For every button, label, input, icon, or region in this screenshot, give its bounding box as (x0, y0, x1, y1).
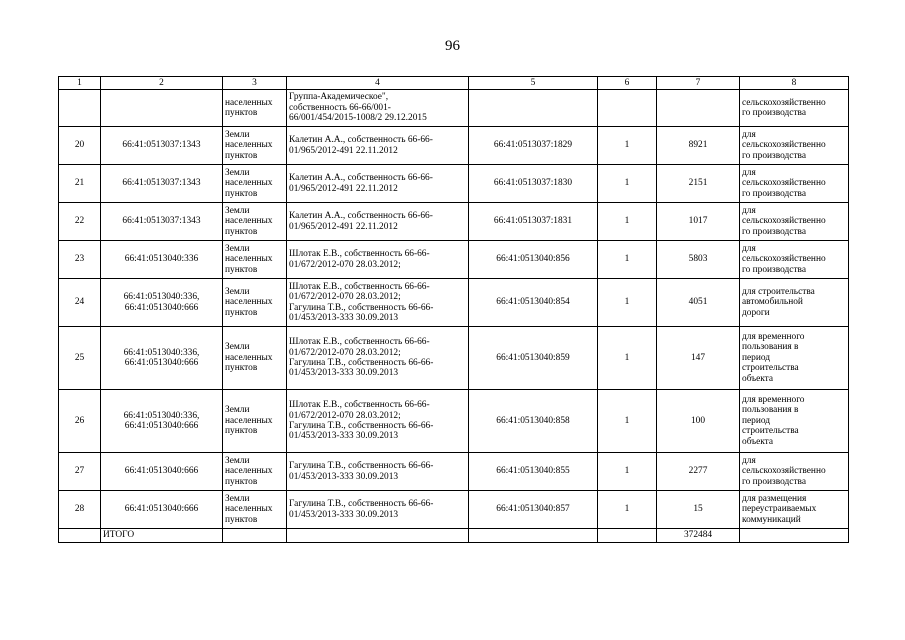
land-category: Земли населенных пунктов (223, 279, 287, 327)
cadastral-number: 66:41:0513037:1343 (101, 127, 223, 165)
purpose: для размещения переустраиваемых коммуникаций (740, 491, 849, 529)
object-cadastral-number: 66:41:0513040:858 (469, 390, 598, 453)
land-category: Земли населенных пунктов (223, 127, 287, 165)
area-value: 1017 (657, 203, 740, 241)
object-cadastral-number: 66:41:0513040:854 (469, 279, 598, 327)
total-empty-cell (598, 529, 657, 543)
cadastral-number: 66:41:0513040:336, 66:41:0513040:666 (101, 327, 223, 390)
col-header-4: 4 (287, 77, 469, 90)
object-cadastral-number (469, 90, 598, 127)
row-number: 23 (59, 241, 101, 279)
land-category: Земли населенных пунктов (223, 203, 287, 241)
table-row (59, 279, 849, 327)
area-value: 4051 (657, 279, 740, 327)
table-row (59, 453, 849, 491)
land-category: Земли населенных пунктов (223, 241, 287, 279)
table-row (59, 390, 849, 453)
object-count: 1 (598, 165, 657, 203)
row-number (59, 90, 101, 127)
area-value: 2277 (657, 453, 740, 491)
row-number: 28 (59, 491, 101, 529)
cadastral-number: 66:41:0513040:666 (101, 491, 223, 529)
row-number: 20 (59, 127, 101, 165)
cadastral-number: 66:41:0513037:1343 (101, 165, 223, 203)
object-count: 1 (598, 279, 657, 327)
land-category: населенных пунктов (223, 90, 287, 127)
rights-holder: Шлотак Е.В., собственность 66-66- 01/672/2012-070 28.03.2012; Гагулина Т.В., собственность 66-66- 01/453/2013-333 30.09.2013 (287, 279, 469, 327)
table-row (59, 241, 849, 279)
total-empty-cell (469, 529, 598, 543)
object-count: 1 (598, 453, 657, 491)
rights-holder: Калетин А.А., собственность 66-66- 01/965/2012-491 22.11.2012 (287, 165, 469, 203)
area-value: 5803 (657, 241, 740, 279)
purpose: для сельскохозяйственно го производства (740, 127, 849, 165)
land-category: Земли населенных пунктов (223, 453, 287, 491)
object-count: 1 (598, 241, 657, 279)
object-count: 1 (598, 491, 657, 529)
total-label: ИТОГО (101, 529, 223, 543)
col-header-6: 6 (598, 77, 657, 90)
object-cadastral-number: 66:41:0513037:1830 (469, 165, 598, 203)
object-count (598, 90, 657, 127)
row-number: 25 (59, 327, 101, 390)
col-header-7: 7 (657, 77, 740, 90)
rights-holder: Шлотак Е.В., собственность 66-66- 01/672/2012-070 28.03.2012; (287, 241, 469, 279)
area-value: 2151 (657, 165, 740, 203)
table-row (59, 127, 849, 165)
purpose: для сельскохозяйственно го производства (740, 165, 849, 203)
total-empty-cell (59, 529, 101, 543)
purpose: для сельскохозяйственно го производства (740, 241, 849, 279)
purpose: для сельскохозяйственно го производства (740, 203, 849, 241)
purpose: для сельскохозяйственно го производства (740, 453, 849, 491)
land-category: Земли населенных пунктов (223, 165, 287, 203)
col-header-8: 8 (740, 77, 849, 90)
purpose: для строительства автомобильной дороги (740, 279, 849, 327)
object-count: 1 (598, 127, 657, 165)
col-header-3: 3 (223, 77, 287, 90)
total-area: 372484 (657, 529, 740, 543)
land-category: Земли населенных пунктов (223, 327, 287, 390)
cadastral-number: 66:41:0513040:336 (101, 241, 223, 279)
cadastral-number: 66:41:0513040:336, 66:41:0513040:666 (101, 390, 223, 453)
col-header-2: 2 (101, 77, 223, 90)
rights-holder: Группа-Академическое", собственность 66-66/001- 66/001/454/2015-1008/2 29.12.2015 (287, 90, 469, 127)
object-cadastral-number: 66:41:0513037:1831 (469, 203, 598, 241)
rights-holder: Калетин А.А., собственность 66-66- 01/965/2012-491 22.11.2012 (287, 203, 469, 241)
land-category: Земли населенных пунктов (223, 491, 287, 529)
purpose: для временного пользования в период строительства объекта (740, 327, 849, 390)
rights-holder: Гагулина Т.В., собственность 66-66- 01/453/2013-333 30.09.2013 (287, 491, 469, 529)
rights-holder: Шлотак Е.В., собственность 66-66- 01/672/2012-070 28.03.2012; Гагулина Т.В., собственность 66-66- 01/453/2013-333 30.09.2013 (287, 390, 469, 453)
object-cadastral-number: 66:41:0513040:856 (469, 241, 598, 279)
cadastral-number: 66:41:0513037:1343 (101, 203, 223, 241)
total-row (59, 529, 849, 543)
cadastral-number: 66:41:0513040:666 (101, 453, 223, 491)
land-plots-table (58, 76, 849, 543)
total-empty-cell (740, 529, 849, 543)
page-number: 96 (445, 38, 460, 54)
object-cadastral-number: 66:41:0513037:1829 (469, 127, 598, 165)
table-row (59, 90, 849, 127)
area-value: 15 (657, 491, 740, 529)
row-number: 27 (59, 453, 101, 491)
row-number: 26 (59, 390, 101, 453)
area-value: 8921 (657, 127, 740, 165)
object-cadastral-number: 66:41:0513040:855 (469, 453, 598, 491)
area-value: 100 (657, 390, 740, 453)
object-count: 1 (598, 390, 657, 453)
area-value (657, 90, 740, 127)
object-cadastral-number: 66:41:0513040:857 (469, 491, 598, 529)
land-category: Земли населенных пунктов (223, 390, 287, 453)
cadastral-number: 66:41:0513040:336, 66:41:0513040:666 (101, 279, 223, 327)
header-row (59, 77, 849, 90)
col-header-5: 5 (469, 77, 598, 90)
object-cadastral-number: 66:41:0513040:859 (469, 327, 598, 390)
purpose: для временного пользования в период строительства объекта (740, 390, 849, 453)
rights-holder: Гагулина Т.В., собственность 66-66- 01/453/2013-333 30.09.2013 (287, 453, 469, 491)
area-value: 147 (657, 327, 740, 390)
object-count: 1 (598, 203, 657, 241)
total-empty-cell (287, 529, 469, 543)
row-number: 22 (59, 203, 101, 241)
cadastral-number (101, 90, 223, 127)
col-header-1: 1 (59, 77, 101, 90)
table-row (59, 327, 849, 390)
table-row (59, 203, 849, 241)
rights-holder: Шлотак Е.В., собственность 66-66- 01/672/2012-070 28.03.2012; Гагулина Т.В., собственность 66-66- 01/453/2013-333 30.09.2013 (287, 327, 469, 390)
row-number: 21 (59, 165, 101, 203)
object-count: 1 (598, 327, 657, 390)
row-number: 24 (59, 279, 101, 327)
purpose: сельскохозяйственно го производства (740, 90, 849, 127)
total-empty-cell (223, 529, 287, 543)
rights-holder: Калетин А.А., собственность 66-66- 01/965/2012-491 22.11.2012 (287, 127, 469, 165)
table-row (59, 165, 849, 203)
table-row (59, 491, 849, 529)
